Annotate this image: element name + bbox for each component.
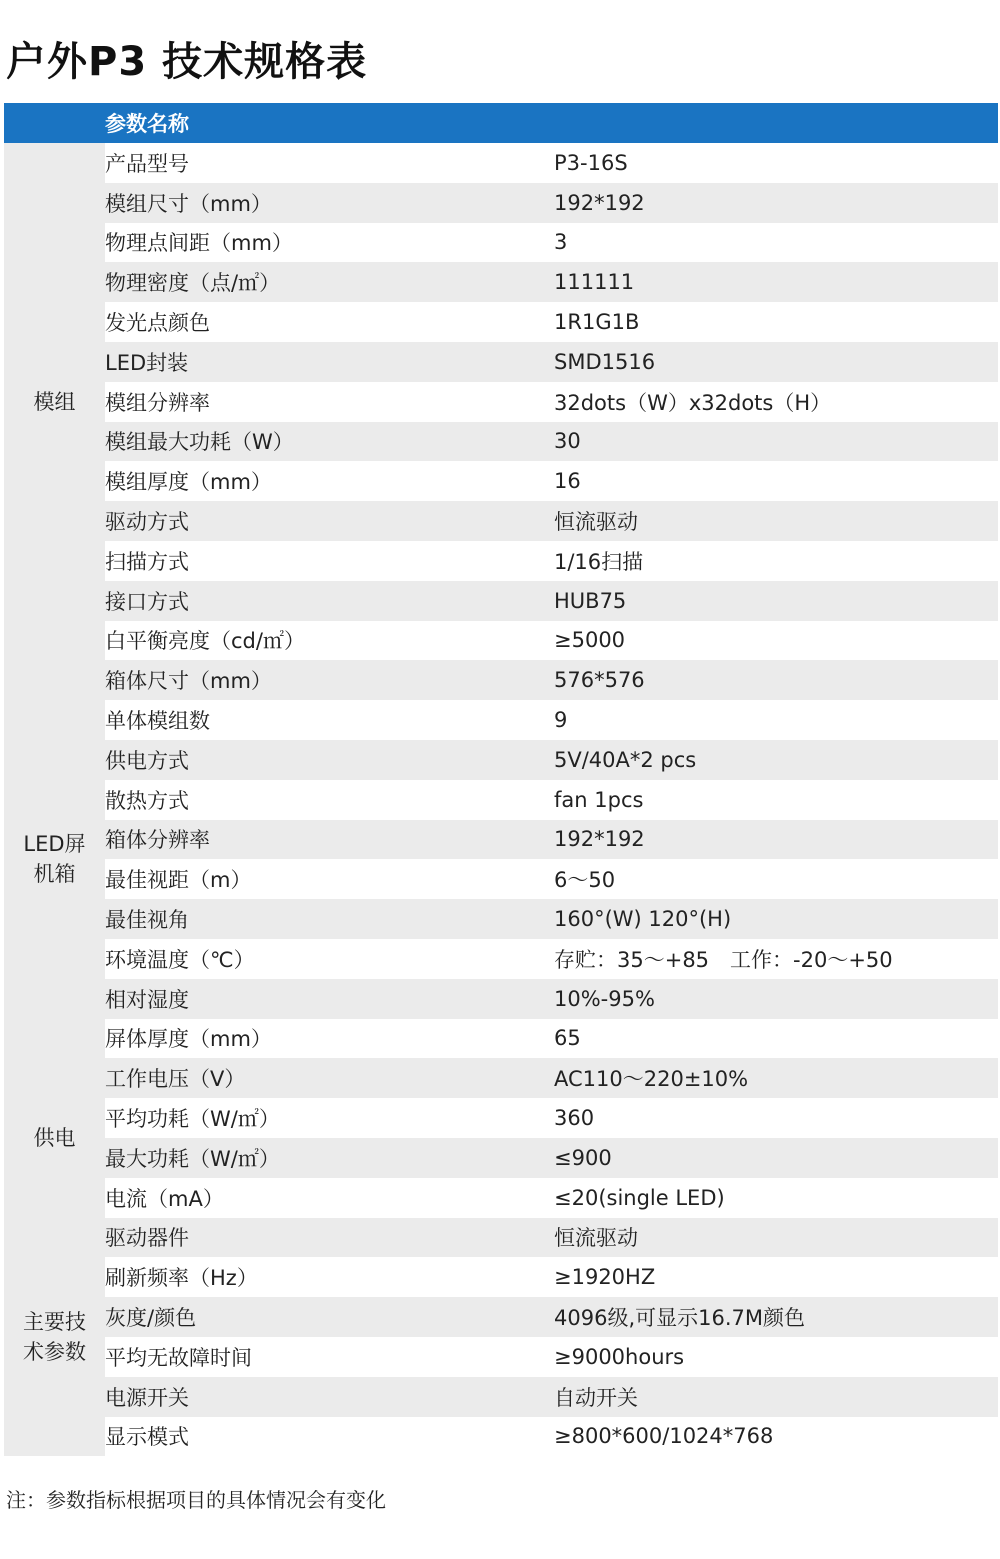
group-label: 主要技术参数 — [23, 1309, 86, 1364]
param-value-cell: 存贮：35～+85 工作：-20～+50 — [554, 939, 998, 979]
table-row — [4, 1337, 998, 1377]
spec-table-body — [4, 143, 998, 1456]
header-value-cell — [554, 103, 998, 143]
param-name-cell: 屏体厚度（mm） — [105, 1019, 554, 1059]
table-row — [4, 422, 998, 462]
param-value-cell: 65 — [554, 1019, 998, 1059]
param-value-cell: 32dots（W）x32dots（H） — [554, 382, 998, 422]
param-value-cell: 111111 — [554, 262, 998, 302]
table-row — [4, 939, 998, 979]
footnote: 注：参数指标根据项目的具体情况会有变化 — [6, 1488, 386, 1512]
param-name-cell: 扫描方式 — [105, 541, 554, 581]
param-value-cell: 1/16扫描 — [554, 541, 998, 581]
table-row — [4, 1417, 998, 1457]
param-name-cell: 物理点间距（mm） — [105, 223, 554, 263]
param-name-cell: 电流（mA） — [105, 1178, 554, 1218]
param-value-cell: 576*576 — [554, 660, 998, 700]
param-value-cell: ≥5000 — [554, 621, 998, 661]
table-row — [4, 899, 998, 939]
param-name-cell: 产品型号 — [105, 143, 554, 183]
param-value-cell: 30 — [554, 422, 998, 462]
param-name-cell: 驱动器件 — [105, 1218, 554, 1258]
param-value-cell: 恒流驱动 — [554, 501, 998, 541]
param-value-cell: ≥800*600/1024*768 — [554, 1417, 998, 1457]
param-name-cell: 供电方式 — [105, 740, 554, 780]
param-value-cell: 3 — [554, 223, 998, 263]
param-name-cell: 模组最大功耗（W） — [105, 422, 554, 462]
param-value-cell: 16 — [554, 461, 998, 501]
param-name-cell: 模组尺寸（mm） — [105, 183, 554, 223]
param-value-cell: 360 — [554, 1098, 998, 1138]
param-value-cell: ≥1920HZ — [554, 1257, 998, 1297]
param-value-cell: 4096级,可显示16.7M颜色 — [554, 1297, 998, 1337]
param-value-cell: 5V/40A*2 pcs — [554, 740, 998, 780]
spec-table — [4, 103, 998, 1456]
param-name-cell: 箱体分辨率 — [105, 820, 554, 860]
table-row — [4, 740, 998, 780]
param-value-cell: 恒流驱动 — [554, 1218, 998, 1258]
param-value-cell: P3-16S — [554, 143, 998, 183]
table-row — [4, 382, 998, 422]
table-row — [4, 302, 998, 342]
group-cell — [4, 660, 105, 1058]
page-title: 户外P3 技术规格表 — [6, 39, 368, 85]
param-name-cell: 显示模式 — [105, 1417, 554, 1457]
param-name-cell: 电源开关 — [105, 1377, 554, 1417]
param-value-cell: SMD1516 — [554, 342, 998, 382]
param-name-cell: 模组分辨率 — [105, 382, 554, 422]
param-value-cell: 9 — [554, 700, 998, 740]
table-row — [4, 223, 998, 263]
param-value-cell: 6～50 — [554, 859, 998, 899]
param-name-cell: 模组厚度（mm） — [105, 461, 554, 501]
param-name-cell: 最佳视距（m） — [105, 859, 554, 899]
table-row — [4, 581, 998, 621]
table-row — [4, 541, 998, 581]
header-group-cell — [4, 103, 105, 143]
param-name-cell: LED封装 — [105, 342, 554, 382]
param-name-cell: 最大功耗（W/㎡） — [105, 1138, 554, 1178]
param-name-cell: 相对湿度 — [105, 979, 554, 1019]
param-value-cell: 1R1G1B — [554, 302, 998, 342]
group-label: 模组 — [33, 389, 76, 414]
param-name-cell: 散热方式 — [105, 780, 554, 820]
param-value-cell: fan 1pcs — [554, 780, 998, 820]
table-row — [4, 183, 998, 223]
param-name-cell: 刷新频率（Hz） — [105, 1257, 554, 1297]
table-row — [4, 1257, 998, 1297]
table-header-row — [4, 103, 998, 143]
param-name-cell: 接口方式 — [105, 581, 554, 621]
param-value-cell: HUB75 — [554, 581, 998, 621]
param-name-cell: 白平衡亮度（cd/㎡） — [105, 621, 554, 661]
param-value-cell: 10%-95% — [554, 979, 998, 1019]
param-name-cell: 平均无故障时间 — [105, 1337, 554, 1377]
table-row — [4, 700, 998, 740]
table-row — [4, 1178, 998, 1218]
param-name-cell: 驱动方式 — [105, 501, 554, 541]
table-row — [4, 1138, 998, 1178]
table-row — [4, 621, 998, 661]
group-label: 供电 — [33, 1125, 76, 1150]
param-value-cell: 192*192 — [554, 183, 998, 223]
param-value-cell: ≥9000hours — [554, 1337, 998, 1377]
group-cell — [4, 1218, 105, 1457]
table-row — [4, 1377, 998, 1417]
table-row — [4, 820, 998, 860]
table-row — [4, 262, 998, 302]
table-row — [4, 979, 998, 1019]
param-name-cell: 最佳视角 — [105, 899, 554, 939]
table-row — [4, 1218, 998, 1258]
group-cell — [4, 1058, 105, 1217]
param-name-cell: 环境温度（℃） — [105, 939, 554, 979]
param-name-cell: 箱体尺寸（mm） — [105, 660, 554, 700]
table-row — [4, 780, 998, 820]
param-name-cell: 工作电压（V） — [105, 1058, 554, 1098]
table-row — [4, 1297, 998, 1337]
table-row — [4, 660, 998, 700]
table-row — [4, 1058, 998, 1098]
param-name-cell: 单体模组数 — [105, 700, 554, 740]
group-label: LED屏机箱 — [23, 832, 86, 887]
table-row — [4, 1098, 998, 1138]
param-name-cell: 发光点颜色 — [105, 302, 554, 342]
param-value-cell: 192*192 — [554, 820, 998, 860]
param-value-cell: ≤900 — [554, 1138, 998, 1178]
table-row — [4, 143, 998, 183]
param-name-cell: 物理密度（点/㎡） — [105, 262, 554, 302]
param-name-cell: 灰度/颜色 — [105, 1297, 554, 1337]
param-value-cell: AC110～220±10% — [554, 1058, 998, 1098]
param-name-cell: 平均功耗（W/㎡） — [105, 1098, 554, 1138]
header-param-cell: 参数名称 — [105, 103, 554, 143]
table-row — [4, 342, 998, 382]
table-row — [4, 501, 998, 541]
param-value-cell: 自动开关 — [554, 1377, 998, 1417]
table-row — [4, 461, 998, 501]
table-row — [4, 859, 998, 899]
group-cell — [4, 143, 105, 660]
param-value-cell: 160°(W) 120°(H) — [554, 899, 998, 939]
table-row — [4, 1019, 998, 1059]
param-value-cell: ≤20(single LED) — [554, 1178, 998, 1218]
